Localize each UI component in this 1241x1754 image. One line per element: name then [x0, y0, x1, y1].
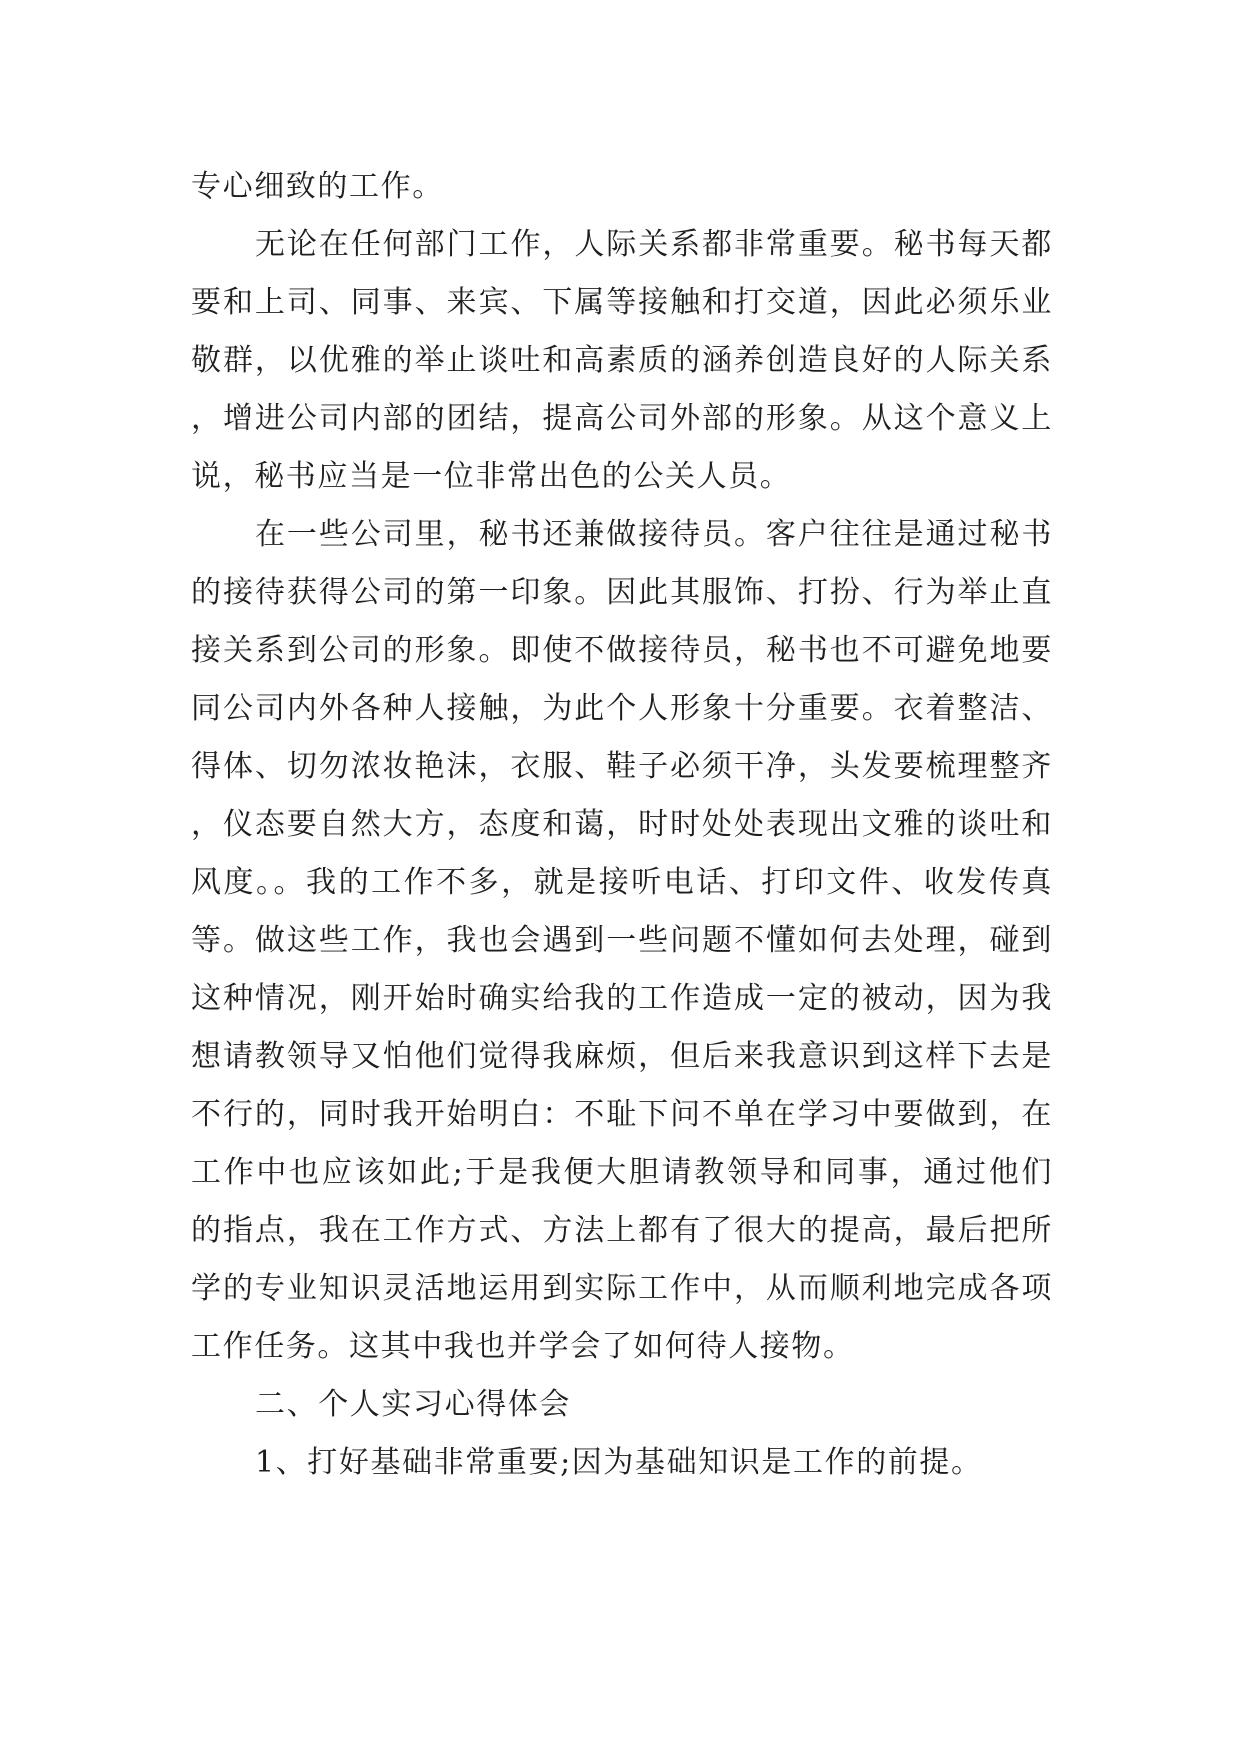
paragraph-receptionist-image: 在一些公司里，秘书还兼做接待员。客户往往是通过秘书的接待获得公司的第一印象。因此其服饰、打扮、行为举止直接关系到公司的形象。即使不做接待员，秘书也不可避免地要同公司内外各种人接触，为此个人形象十分重要。衣着整洁、得体、切勿浓妆艳沫，衣服、鞋子必须干净，头发要梳理整齐，仪态要自然大方，态度和蔼，时时处处表现出文雅的谈吐和风度。。我的工作不多，就是接听电话、打印文件、收发传真等。做这些工作，我也会遇到一些问题不懂如何去处理，碰到这种情况，刚开始时确实给我的工作造成一定的被动，因为我想请教领导又怕他们觉得我麻烦，但后来我意识到这样下去是不行的，同时我开始明白：不耻下问不单在学习中要做到，在工作中也应该如此;于是我便大胆请教领导和同事，通过他们的指点，我在工作方式、方法上都有了很大的提高，最后把所学的专业知识灵活地运用到实际工作中，从而顺利地完成各项工作任务。这其中我也并学会了如何待人接物。	[191, 517, 1053, 1364]
document-body	[191, 158, 1053, 1492]
paragraph-continuation: 专心细致的工作。	[191, 169, 444, 204]
list-item-foundation: 1、打好基础非常重要;因为基础知识是工作的前提。	[255, 1445, 983, 1480]
paragraph-interpersonal-relations: 无论在任何部门工作，人际关系都非常重要。秘书每天都要和上司、同事、来宾、下属等接触和打交道，因此必须乐业敬群，以优雅的举止谈吐和高素质的涵养创造良好的人际关系，增进公司内部的团结，提高公司外部的形象。从这个意义上说，秘书应当是一位非常出色的公关人员。	[191, 227, 1053, 494]
section-heading-internship-experience: 二、个人实习心得体会	[255, 1387, 571, 1422]
